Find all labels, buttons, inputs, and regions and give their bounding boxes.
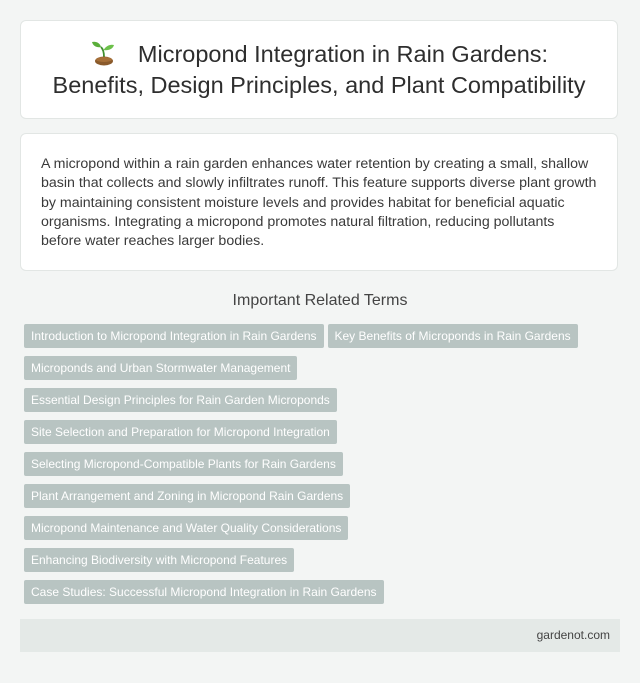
related-term-tag[interactable]: Site Selection and Preparation for Micropond Integration xyxy=(24,420,337,444)
footer xyxy=(20,619,620,652)
page-title-text: Micropond Integration in Rain Gardens: Benefits, Design Principles, and Plant Compatibility xyxy=(52,40,586,98)
related-terms-heading: Important Related Terms xyxy=(232,292,408,309)
description-text: A micropond within a rain garden enhances water retention by creating a small, shallow basin that collects and slowly infiltrates runoff. This feature supports diverse plant growth by maintaining consistent moisture levels and provides habitat for beneficial aquatic organisms. Integrating a micropond promotes natural filtration, reducing pollutants before water reaches larger bodies. xyxy=(41,156,597,250)
page-title xyxy=(45,39,593,101)
related-term-tag[interactable]: Case Studies: Successful Micropond Integration in Rain Gardens xyxy=(24,580,384,604)
description-card xyxy=(20,133,618,271)
related-term-tag[interactable]: Plant Arrangement and Zoning in Micropond Rain Gardens xyxy=(24,484,350,508)
sprout-icon xyxy=(90,40,118,66)
related-term-tag[interactable]: Micropond Maintenance and Water Quality Considerations xyxy=(24,516,348,540)
related-term-tag[interactable]: Enhancing Biodiversity with Micropond Features xyxy=(24,548,294,572)
related-term-tag[interactable]: Introduction to Micropond Integration in Rain Gardens xyxy=(24,324,324,348)
title-card xyxy=(20,20,618,119)
related-terms-list xyxy=(24,324,624,612)
footer-site-link[interactable]: gardenot.com xyxy=(536,628,610,642)
related-term-tag[interactable]: Selecting Micropond-Compatible Plants for Rain Gardens xyxy=(24,452,343,476)
related-term-tag[interactable]: Essential Design Principles for Rain Garden Microponds xyxy=(24,388,337,412)
related-term-tag[interactable]: Microponds and Urban Stormwater Management xyxy=(24,356,297,380)
related-term-tag[interactable]: Key Benefits of Microponds in Rain Gardens xyxy=(328,324,578,348)
